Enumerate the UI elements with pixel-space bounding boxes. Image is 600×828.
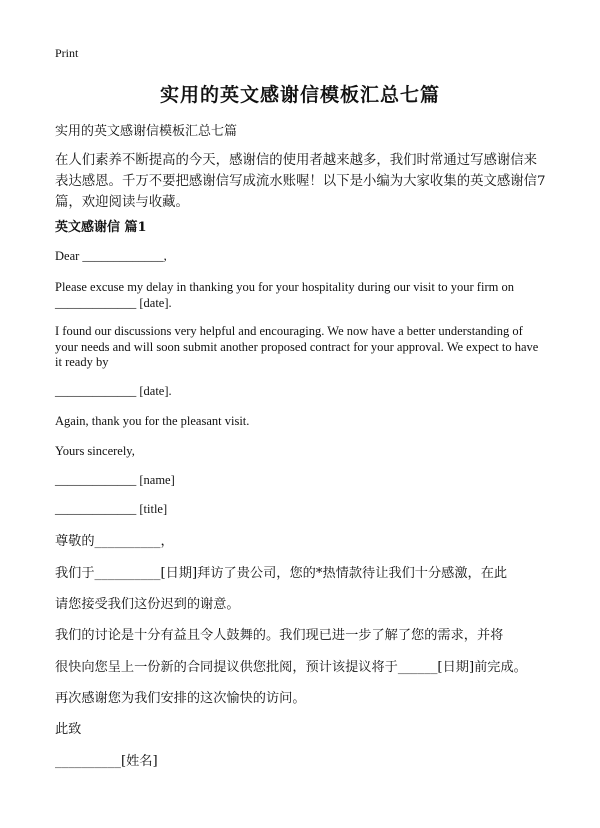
en-name-line: _____________ [name]	[55, 473, 175, 487]
en-paragraph-1: Please excuse my delay in thanking you for your hospitality during our visit to your firm on _____________ [date].	[55, 280, 514, 310]
zh-salutation: 尊敬的__________，	[55, 534, 174, 549]
en-date-line: _____________ [date].	[55, 384, 172, 398]
en-title-line: _____________ [title]	[55, 502, 168, 516]
en-salutation: Dear _____________,	[55, 249, 167, 263]
en-closing: Yours sincerely,	[55, 444, 135, 458]
zh-line-3: 我们的讨论是十分有益且令人鼓舞的。我们现已进一步了解了您的需求，并将	[55, 628, 504, 643]
en-paragraph-3: Again, thank you for the pleasant visit.	[55, 414, 250, 428]
zh-line-4: 很快向您呈上一份新的合同提议供您批阅，预计该提议将于______[日期]前完成。	[55, 660, 527, 675]
document-subtitle: 实用的英文感谢信模板汇总七篇	[55, 124, 238, 139]
zh-closing: 此致	[55, 722, 82, 737]
zh-name-line: __________[姓名]	[55, 754, 158, 769]
document-title: 实用的英文感谢信模板汇总七篇	[159, 84, 440, 106]
print-link[interactable]: Print	[55, 46, 79, 60]
section-heading-1: 英文感谢信 篇1	[55, 220, 147, 235]
zh-line-2: 请您接受我们这份迟到的谢意。	[55, 597, 240, 612]
zh-line-1: 我们于__________[日期]拜访了贵公司，您的*热情款待让我们十分感激，在此	[55, 566, 508, 581]
zh-line-5: 再次感谢您为我们安排的这次愉快的访问。	[55, 691, 306, 706]
intro-paragraph: 在人们素养不断提高的今天，感谢信的使用者越来越多，我们时常通过写感谢信来表达感恩。千万不要把感谢信写成流水账喔！以下是小编为大家收集的英文感谢信7篇，欢迎阅读与收藏。	[55, 153, 546, 210]
en-paragraph-2: I found our discussions very helpful and encouraging. We now have a better understanding of your needs and will soon submit another proposed contract for your approval. We expect to have it ready by	[55, 324, 539, 369]
